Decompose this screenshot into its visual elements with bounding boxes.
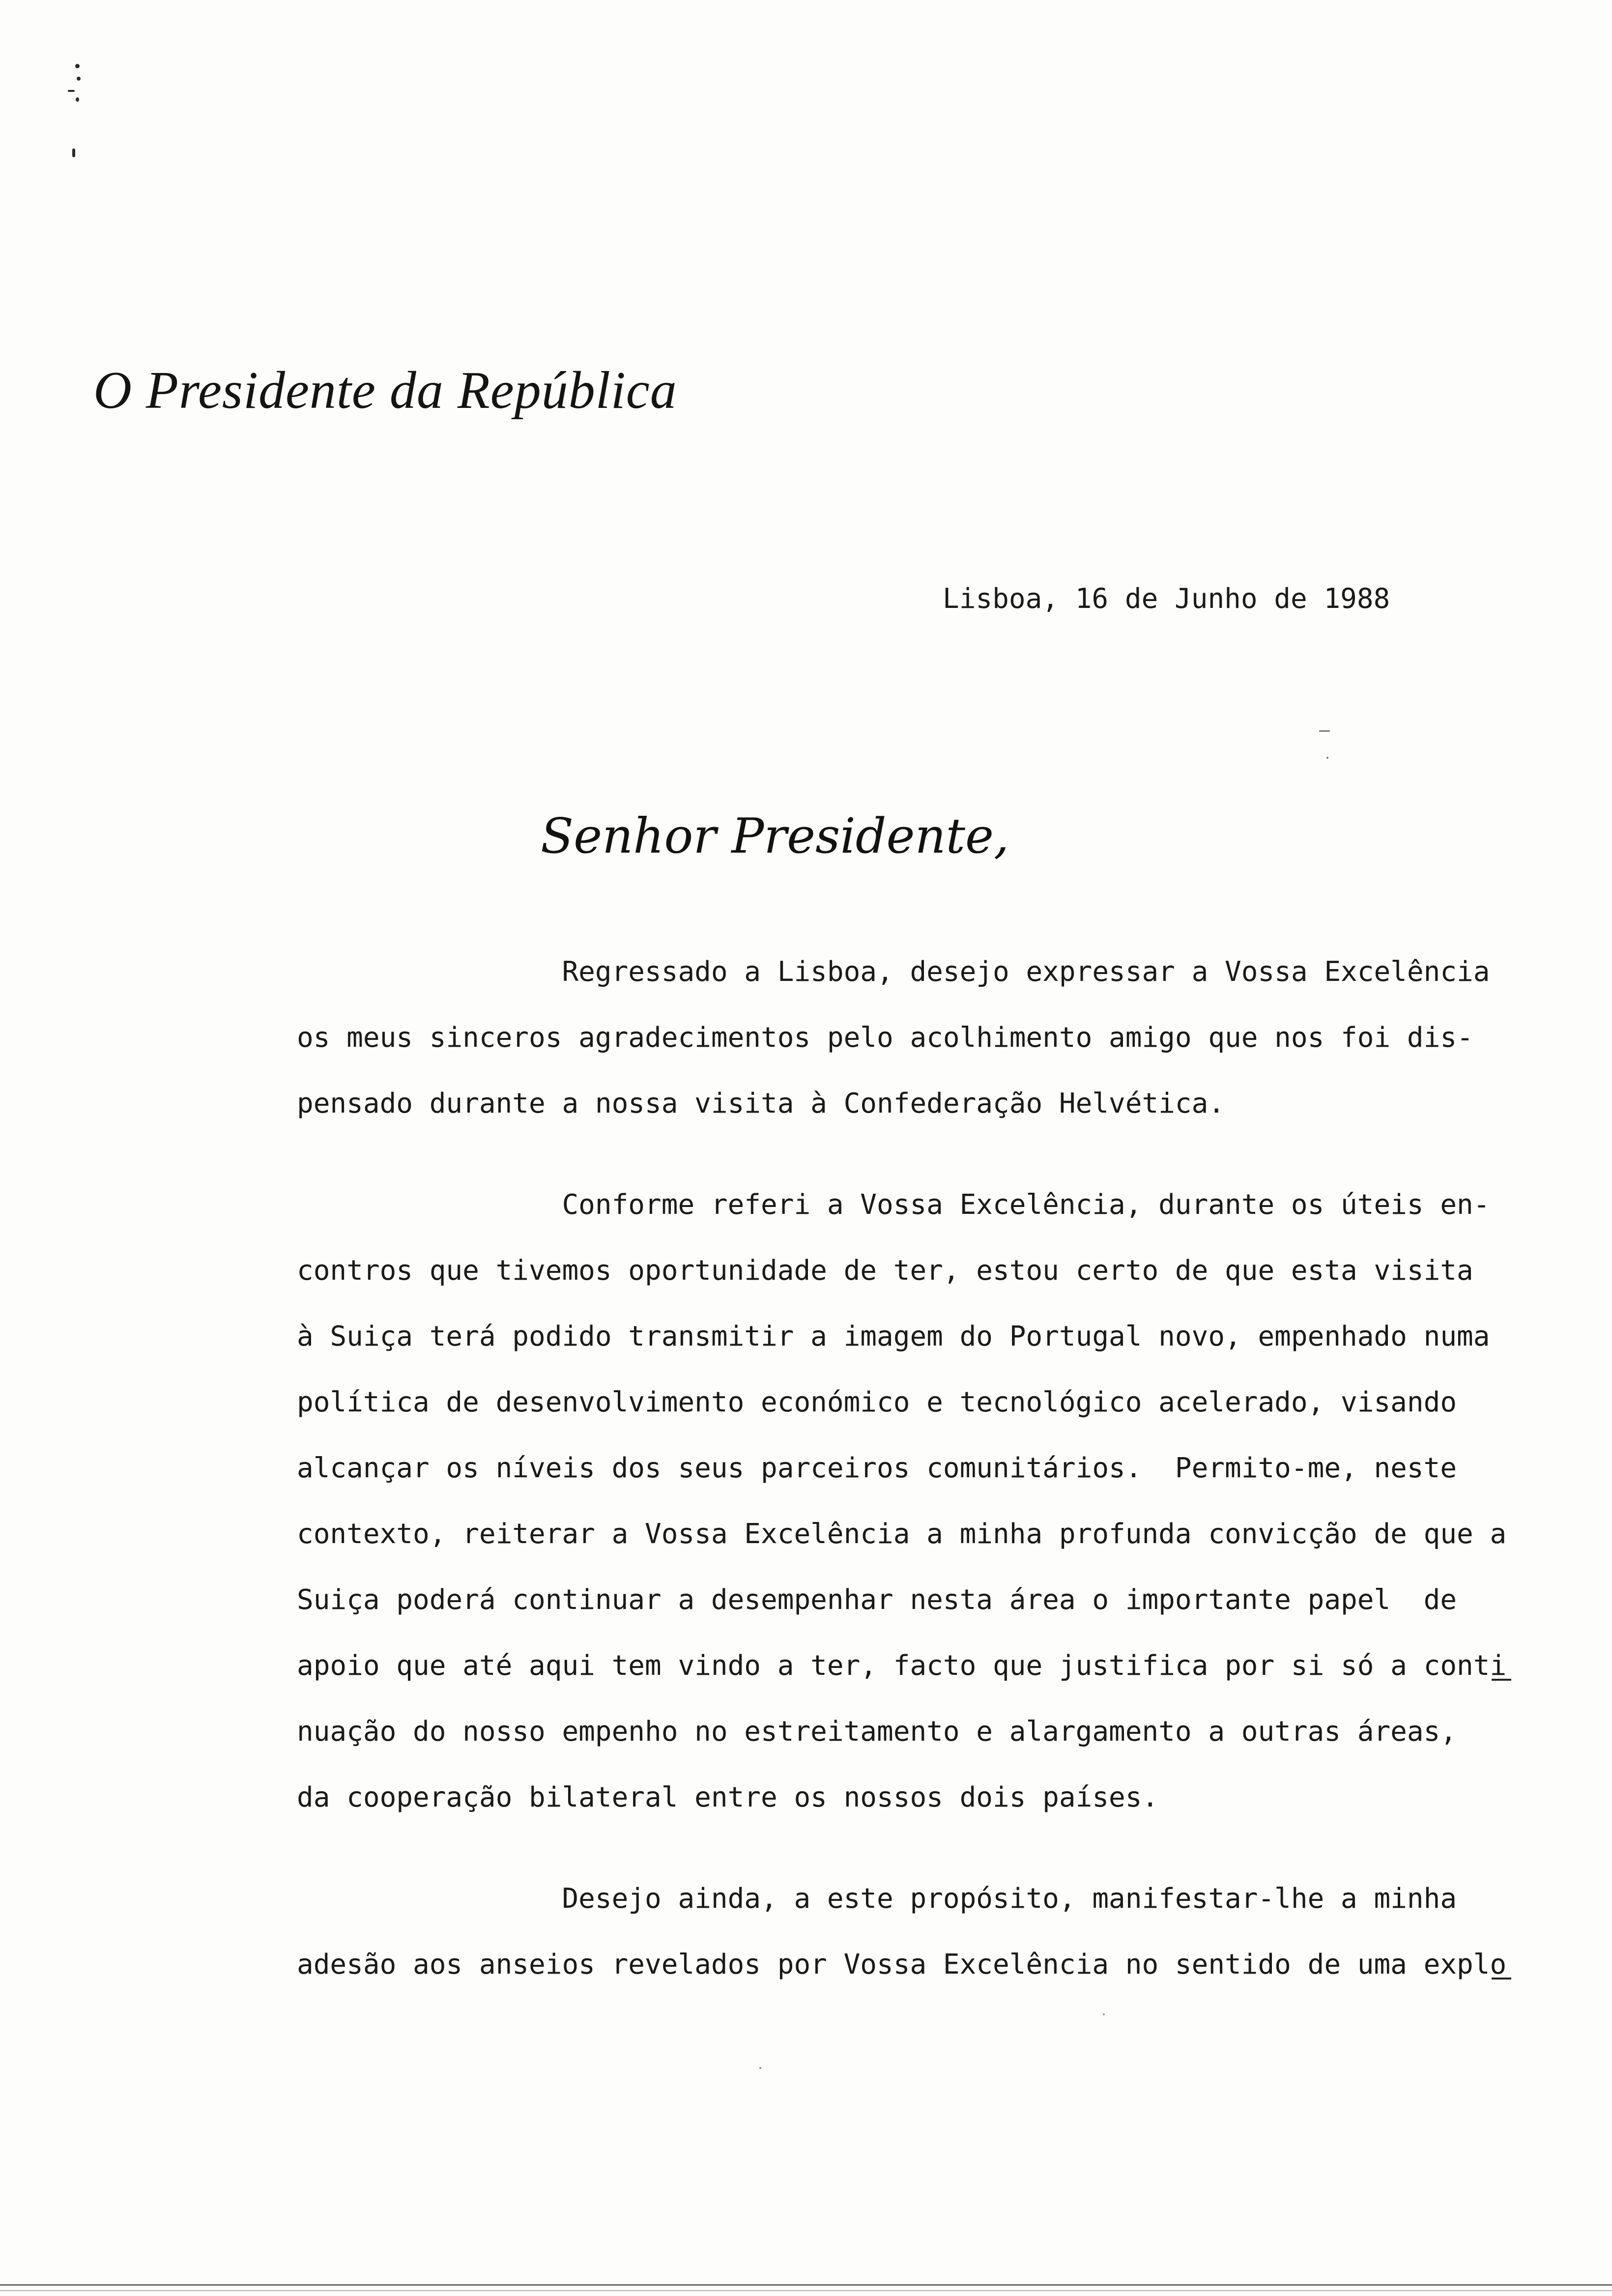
scan-speck	[77, 77, 81, 81]
paragraph	[297, 1866, 1584, 1998]
text-line: contros que tivemos oportunidade de ter, estou certo de que esta visita	[297, 1255, 1473, 1287]
paragraph	[297, 1172, 1584, 1831]
hyphenation-underline	[1492, 1975, 1511, 1980]
date-line: Lisboa, 16 de Junho de 1988	[943, 583, 1390, 615]
scan-speck	[1103, 2013, 1105, 2015]
handwritten-salutation: Senhor Presidente,	[541, 808, 1009, 864]
text-line-with-hyphenation	[297, 1932, 1584, 1998]
scan-speck	[1326, 757, 1328, 759]
text-line: política de desenvolvimento económico e tecnológico acelerado, visando	[297, 1386, 1457, 1418]
text-line: da cooperação bilateral entre os nossos dois países.	[297, 1781, 1159, 1813]
text-line: à Suiça terá podido transmitir a imagem do Portugal novo, empenhado numa	[297, 1320, 1490, 1352]
text-line: Conforme referi a Vossa Excelência, durante os úteis en-	[562, 1189, 1490, 1221]
scan-speck	[75, 64, 80, 68]
scan-speck	[1319, 730, 1330, 732]
scan-speck	[72, 148, 75, 157]
text-line: Suiça poderá continuar a desempenhar nesta área o importante papel de	[297, 1584, 1457, 1616]
scan-speck	[759, 2067, 761, 2069]
text-line: Regressado a Lisboa, desejo expressar a Vossa Excelência	[562, 956, 1490, 988]
scan-edge-line	[0, 2290, 1612, 2291]
letterhead: O Presidente da República	[93, 361, 677, 420]
text-line: Desejo ainda, a este propósito, manifestar-lhe a minha	[562, 1883, 1457, 1915]
text-line: contexto, reiterar a Vossa Excelência a minha profunda convicção de que a	[297, 1518, 1507, 1550]
paragraph	[297, 939, 1584, 1137]
scan-speck	[76, 97, 79, 102]
scan-edge-line	[0, 2284, 1612, 2286]
scan-speck	[68, 90, 75, 92]
text-line: pensado durante a nossa visita à Confederação Helvética.	[297, 1088, 1225, 1119]
letter-body	[297, 939, 1584, 1998]
text-line-content: adesão aos anseios revelados por Vossa Excelência no sentido de uma explo	[297, 1949, 1507, 1980]
text-line-with-hyphenation	[297, 1633, 1584, 1699]
text-line: nuação do nosso empenho no estreitamento e alargamento a outras áreas,	[297, 1716, 1457, 1748]
text-line: os meus sinceros agradecimentos pelo acolhimento amigo que nos foi dis-	[297, 1022, 1473, 1054]
text-line-content: apoio que até aqui tem vindo a ter, facto que justifica por si só a conti	[297, 1650, 1507, 1682]
hyphenation-underline	[1492, 1676, 1511, 1681]
text-line: alcançar os níveis dos seus parceiros comunitários. Permito-me, neste	[297, 1452, 1457, 1484]
